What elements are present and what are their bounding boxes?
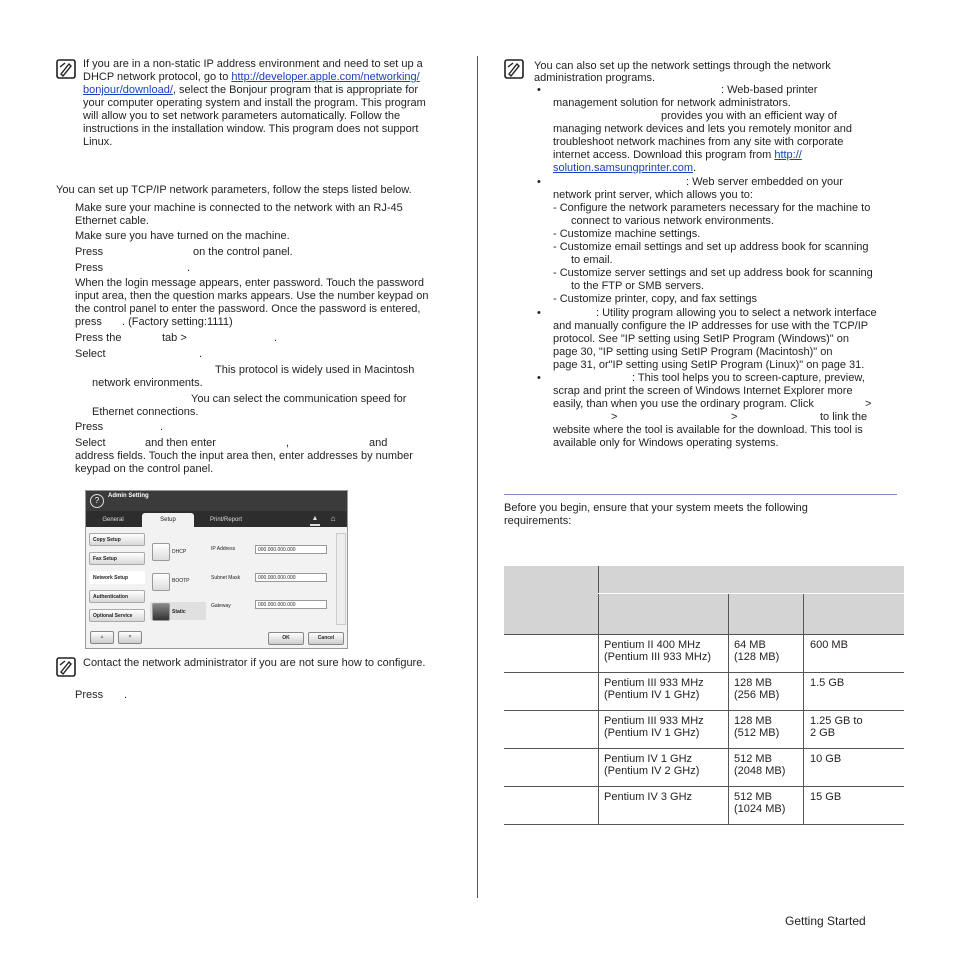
bullet-text: > xyxy=(731,411,738,423)
table-row: Pentium II 400 MHz (Pentium III 933 MHz) 64 MB (128 MB) 600 MB xyxy=(504,635,904,673)
note-icon xyxy=(56,59,76,79)
step-text: Ethernet cable. xyxy=(75,215,149,227)
bullet-text: internet access. Download this program from http:// xyxy=(553,149,802,161)
bullet-text: > xyxy=(865,398,872,410)
bullet-text: managing network devices and lets you remotely monitor and xyxy=(553,123,852,135)
bullet-text: scrap and print the screen of Windows Internet Explorer more xyxy=(553,385,853,397)
ip-address-label: IP Address xyxy=(211,546,236,552)
bullet-text: and manually configure the IP addresses for use with the TCP/IP xyxy=(553,320,869,332)
requirements-line2: requirements: xyxy=(504,515,572,527)
bullet-text: : Web-based printer xyxy=(721,84,818,96)
step-text: , xyxy=(286,437,290,449)
scroll-up-button[interactable]: ▲ xyxy=(90,631,114,644)
step-text: This protocol is widely used in Macintosh xyxy=(215,364,415,376)
step-text: You can select the communication speed for xyxy=(191,393,407,405)
static-label: Static xyxy=(172,609,186,615)
bullet-dot: • xyxy=(537,307,541,319)
step-text: . xyxy=(124,689,128,701)
side-copy-setup[interactable]: Copy Setup xyxy=(89,533,145,546)
note1-line4: your computer operating system and install the program. This program xyxy=(83,97,426,109)
bullet-text: page 31, or"IP setting using SetIP Program (Linux)" on page 31. xyxy=(553,359,865,371)
bullet-text: - Configure the network parameters necessary for the machine to xyxy=(553,202,871,214)
note1-line6: instructions in the installation window. This program does not support xyxy=(83,123,419,135)
step-text: Press xyxy=(75,689,104,701)
step-text: tab > xyxy=(162,332,187,344)
bullet-text: connect to various network environments. xyxy=(571,215,774,227)
step-text: Press xyxy=(75,421,104,433)
step-text: Press xyxy=(75,246,104,258)
right-note-line1: You can also set up the network settings through the network xyxy=(534,60,831,72)
bullet-text: page 30, "IP setting using SetIP Program (Macintosh)" on xyxy=(553,346,833,358)
side-authentication[interactable]: Authentication xyxy=(89,590,145,603)
radio-static[interactable] xyxy=(152,603,170,621)
note1-line3: bonjour/download/, select the Bonjour program that is appropriate for xyxy=(83,84,419,96)
step-text: . xyxy=(187,262,191,274)
panel-title: Admin Setting xyxy=(108,493,149,499)
bullet-text: - Customize email settings and set up address book for scanning xyxy=(553,241,869,253)
side-fax-setup[interactable]: Fax Setup xyxy=(89,552,145,565)
bullet-text: available only for Windows operating systems. xyxy=(553,437,779,449)
step-text: Make sure you have turned on the machine. xyxy=(75,230,290,242)
subnet-mask-label: Subnet Mask xyxy=(211,575,241,581)
table-header-cell xyxy=(729,594,804,635)
step-text: . xyxy=(274,332,278,344)
bullet-dot: • xyxy=(537,372,541,384)
bullet-text: > xyxy=(611,411,618,423)
right-note-line2: administration programs. xyxy=(534,72,656,84)
step-text: press xyxy=(75,316,102,328)
bullet-text: troubleshoot network machines from any site with corporate xyxy=(553,136,844,148)
bullet-text: to link the xyxy=(820,411,868,423)
step-text: Select xyxy=(75,348,106,360)
bullet-text: website where the tool is available for the download. This tool is xyxy=(553,424,863,436)
note2-text: Contact the network administrator if you are not sure how to configure. xyxy=(83,657,426,669)
gateway-label: Gateway xyxy=(211,603,231,609)
requirements-line1: Before you begin, ensure that your system meets the following xyxy=(504,502,808,514)
step-text: . xyxy=(199,348,203,360)
step-text: Make sure your machine is connected to the network with an RJ-45 xyxy=(75,202,403,214)
bullet-text: network print server, which allows you to: xyxy=(553,189,753,201)
bullet-text: to the FTP or SMB servers. xyxy=(571,280,705,292)
radio-bootp[interactable] xyxy=(152,573,170,591)
bullet-dot: • xyxy=(537,176,541,188)
step-text: network environments. xyxy=(92,377,203,389)
bullet-text: easily, than when you use the ordinary program. Click xyxy=(553,398,814,410)
note1-line1: If you are in a non-static IP address environment and need to set up a xyxy=(83,58,423,70)
side-optional-service[interactable]: Optional Service xyxy=(89,609,145,622)
step-text: and xyxy=(369,437,388,449)
intro-text: You can set up TCP/IP network parameters, follow the steps listed below. xyxy=(56,184,412,196)
step-text: address fields. Touch the input area then, enter addresses by number xyxy=(75,450,413,462)
note-icon xyxy=(56,657,76,677)
gateway-field[interactable]: 000.000.000.000 xyxy=(255,600,327,609)
step-text: Press xyxy=(75,262,104,274)
step-text: the control panel to enter the password. Once the password is entered, xyxy=(75,303,421,315)
section-rule xyxy=(504,494,897,495)
step-text: Press the xyxy=(75,332,122,344)
bullet-text: - Customize server settings and set up address book for scanning xyxy=(553,267,873,279)
tab-setup[interactable]: Setup xyxy=(142,513,194,527)
bullet-text: : This tool helps you to screen-capture, preview, xyxy=(632,372,865,384)
bullet-text: protocol. See "IP setting using SetIP Program (Windows)" on xyxy=(553,333,849,345)
radio-dhcp[interactable] xyxy=(152,543,170,561)
table-header-cell xyxy=(599,566,905,594)
table-header-cell xyxy=(504,566,599,635)
step-text: Ethernet connections. xyxy=(92,406,199,418)
footer-text: Getting Started xyxy=(785,914,866,928)
cancel-button[interactable]: Cancel xyxy=(308,632,344,645)
system-requirements-table xyxy=(504,566,904,825)
scroll-down-button[interactable]: ▼ xyxy=(118,631,142,644)
table-row: Pentium IV 1 GHz (Pentium IV 2 GHz) 512 MB (2048 MB) 10 GB xyxy=(504,749,904,787)
ip-address-field[interactable]: 000.000.000.000 xyxy=(255,545,327,554)
export-icon[interactable]: ▲ xyxy=(310,515,320,526)
bullet-text: to email. xyxy=(571,254,613,266)
panel-scrollbar[interactable] xyxy=(336,533,346,625)
table-header-cell xyxy=(804,594,905,635)
home-icon[interactable]: ⌂ xyxy=(330,514,336,523)
note1-line5: will allow you to set network parameters automatically. Follow the xyxy=(83,110,401,122)
bootp-label: BOOTP xyxy=(172,578,190,584)
step-text: and then enter xyxy=(145,437,216,449)
samsung-link[interactable]: http:// xyxy=(774,149,802,161)
help-icon[interactable]: ? xyxy=(90,494,104,508)
table-row: Pentium III 933 MHz (Pentium IV 1 GHz) 128 MB (512 MB) 1.25 GB to 2 GB xyxy=(504,711,904,749)
apple-link[interactable]: http://developer.apple.com/networking/ xyxy=(231,71,420,83)
step-text: input area, then the question marks appears. Use the number keypad on xyxy=(75,290,429,302)
bullet-text: - Customize machine settings. xyxy=(553,228,701,240)
apple-link-cont[interactable]: bonjour/download/ xyxy=(83,84,173,96)
bullet-text: : Utility program allowing you to select a network interface xyxy=(596,307,877,319)
note1-line2: DHCP network protocol, go to http://developer.apple.com/networking/ xyxy=(83,71,420,83)
bullet-text: : Web server embedded on your xyxy=(686,176,843,188)
table-row: Pentium III 933 MHz (Pentium IV 1 GHz) 128 MB (256 MB) 1.5 GB xyxy=(504,673,904,711)
bullet-text: solution.samsungprinter.com. xyxy=(553,162,697,174)
step-text: . xyxy=(160,421,164,433)
tab-print-report[interactable]: Print/Report xyxy=(209,517,242,523)
step-text: keypad on the control panel. xyxy=(75,463,214,475)
ok-button[interactable]: OK xyxy=(268,632,304,645)
note1-line7: Linux. xyxy=(83,136,113,148)
tab-general[interactable]: General xyxy=(102,517,124,523)
admin-setting-screenshot xyxy=(85,490,348,649)
step-text: Select xyxy=(75,437,106,449)
table-row: Pentium IV 3 GHz 512 MB (1024 MB) 15 GB xyxy=(504,787,904,825)
bullet-text: - Customize printer, copy, and fax settings xyxy=(553,293,757,305)
step-text: . (Factory setting:1111) xyxy=(122,316,233,328)
table-header-cell xyxy=(599,594,729,635)
note-icon xyxy=(504,59,524,79)
bullet-dot: • xyxy=(537,84,541,96)
step-text: When the login message appears, enter password. Touch the password xyxy=(75,277,424,289)
side-network-setup[interactable]: Network Setup xyxy=(89,571,145,584)
bullet-text: management solution for network administrators. xyxy=(553,97,791,109)
subnet-mask-field[interactable]: 000.000.000.000 xyxy=(255,573,327,582)
bullet-text: provides you with an efficient way of xyxy=(661,110,837,122)
samsung-link-cont[interactable]: solution.samsungprinter.com xyxy=(553,162,694,174)
dhcp-label: DHCP xyxy=(172,549,187,555)
step-text: on the control panel. xyxy=(193,246,293,258)
column-divider xyxy=(477,56,478,898)
